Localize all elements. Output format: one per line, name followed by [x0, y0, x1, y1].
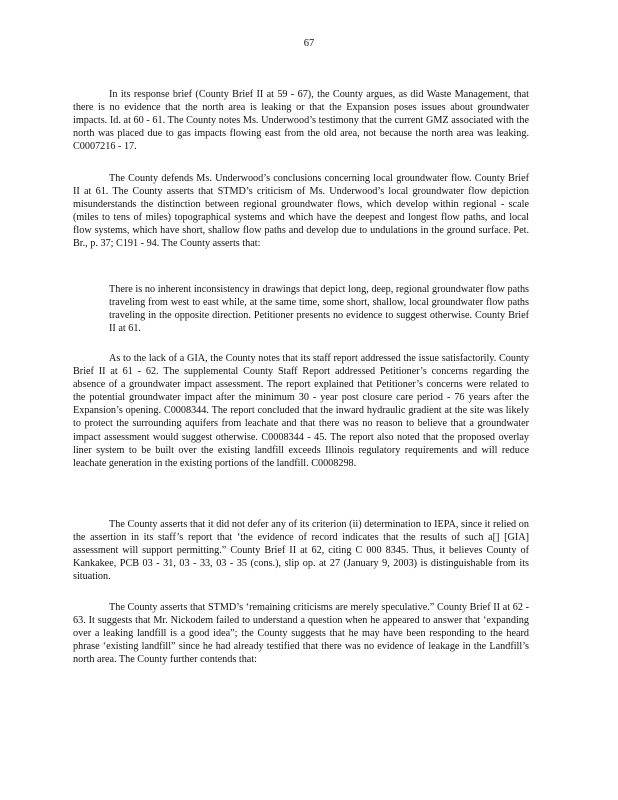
paragraph-county-response-brief: In its response brief (County Brief II at 59 - 67), the County argues, as did Waste Management, that there is no evidence that the north area is leaking or that the Expansion poses issues about groundwater impacts. Id. at 60 - 61. The County notes Ms. Underwood’s testimony that the current GMZ associated with the north was placed due to gas impacts flowing east from the old area, not because the north area was leaking. C0007216 - 17.: [73, 89, 529, 153]
paragraph-groundwater-flow: The County defends Ms. Underwood’s conclusions concerning local groundwater flow. County Brief II at 61. The County asserts that STMD’s criticism of Ms. Underwood’s local groundwater flow depiction misunderstands the distinction between regional groundwater flows, which develop within regional - scale (miles to tens of miles) topographical systems and which have the deepest and longest flow paths, and local flow systems, which have short, shallow flow paths and develop due to undulations in the ground surface. Pet. Br., p. 37; C191 - 94. The County asserts that:: [73, 173, 529, 250]
paragraph-remaining-criticisms: The County asserts that STMD’s ‘remaining criticisms are merely speculative.” County Brief II at 62 - 63. It suggests that Mr. Nickodem failed to understand a question when he appeared to answer that ‘expanding over a leaking landfill is a good idea”; the County suggests that he may have been responding to the heard phrase ‘existing landfill” since he had already testified that there was no evidence of leakage in the Landfill’s north area. The County further contends that:: [73, 602, 529, 666]
block-quote-county-brief: There is no inherent inconsistency in drawings that depict long, deep, regional groundwater flow paths traveling from west to east while, at the same time, some short, shallow, local groundwater flow paths traveling in the opposite direction. Petitioner presents no evidence to suggest otherwise. County Brief II at 61.: [109, 284, 529, 335]
page-number: 67: [303, 38, 315, 49]
paragraph-gia-staff-report: As to the lack of a GIA, the County notes that its staff report addressed the issue satisfactorily. County Brief II at 61 - 62. The supplemental County Staff Report addressed Petitioner’s concerns regarding the absence of a groundwater impact assessment. The report explained that Petitioner’s concerns were related to the potential groundwater impact after the minimum 30 - year post closure care period - 76 years after the Expansion’s opening. C0008344. The report concluded that the inward hydraulic gradient at the site was likely to protect the surrounding aquifers from leachate and that there was no reason to believe that a groundwater impact assessment would suggest otherwise. C0008344 - 45. The report also noted that the proposed overlay liner system to be built over the existing landfill exceeds Illinois regulatory requirements and will reduce leachate generation in the existing portions of the landfill. C0008298.: [73, 353, 529, 469]
paragraph-criterion-ii: The County asserts that it did not defer any of its criterion (ii) determination to IEPA, since it relied on the assertion in its staff’s report that ‘the evidence of record indicates that the results of such a[] [GIA] assessment will support permitting.” County Brief II at 62, citing C 000 8345. Thus, it believes County of Kankakee, PCB 03 - 31, 03 - 33, 03 - 35 (cons.), slip op. at 27 (January 9, 2003) is distinguishable from its situation.: [73, 519, 529, 583]
